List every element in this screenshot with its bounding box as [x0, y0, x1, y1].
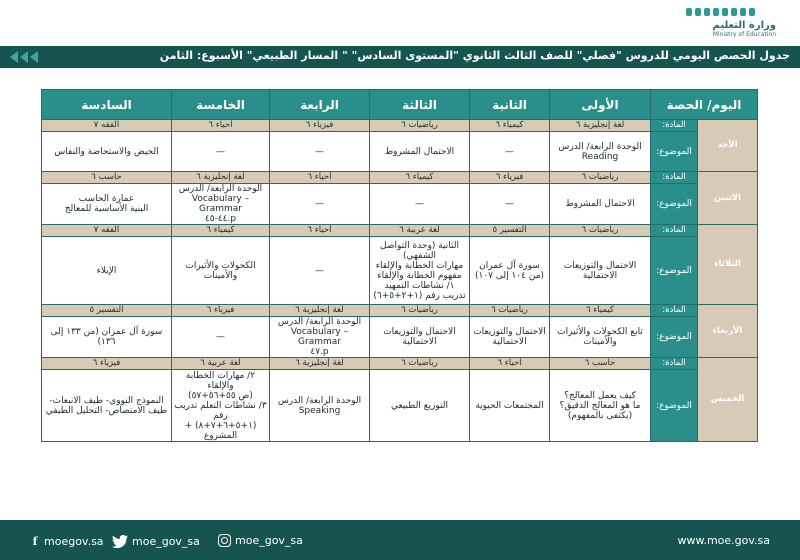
subject-cell: الفقه ٧: [42, 120, 172, 132]
title-banner: [0, 46, 800, 68]
topic-cell: —: [470, 184, 550, 225]
topic-cell: الاحتمال المشروط: [550, 184, 651, 225]
page-title: جدول الحصص اليومي للدروس "فصلي" للصف الثالث الثانوي "المستوى السادس" " المسار الطبيعي" الأسبوع: الثامن: [159, 49, 790, 62]
subject-cell: الفقه ٧: [42, 225, 172, 237]
topic-cell: الوحدة الرابعة/ الدرس Reading: [550, 132, 651, 172]
instagram-handle: moe_gov_sa: [235, 534, 303, 547]
logo-english-text: Ministry of Education: [712, 31, 776, 38]
topic-cell: —: [172, 132, 270, 172]
subject-cell: لغة إنجليزية ٦: [270, 358, 370, 370]
day-name: الخميس: [698, 358, 758, 442]
topic-label: الموضوع:: [651, 132, 698, 172]
subject-cell: لغة إنجليزية ٦: [550, 120, 651, 132]
subject-label: المادة:: [651, 172, 698, 184]
topic-cell: الوحدة الرابعة/ الدرس Vocabulary – Grammar p.٤٤-٤٥: [172, 184, 270, 225]
topic-cell: —: [470, 132, 550, 172]
topic-cell: الوحدة الرابعة/ الدرس Vocabulary – Grammar p.٤٧: [270, 317, 370, 358]
header-row: [42, 90, 758, 120]
topic-cell: ٢/ مهارات الخطابة والإلقاء (ص ٥٥+٥٦+٥٧) ٣/ نشاطات التعلم تدريب رقم (١+٥+٦+٧+٨) + المشروع: [172, 370, 270, 442]
topic-cell: الاحتمال والتوزيعات الاحتمالية: [550, 237, 651, 305]
topic-cell: كيف يعمل المعالج؟ ما هو المعالج الدقيق؟ (يكتفى بالمفهوم): [550, 370, 651, 442]
footer: [0, 520, 800, 560]
period-header: السادسة: [42, 90, 172, 120]
period-header: الثالثة: [370, 90, 470, 120]
facebook-icon: f: [32, 534, 38, 548]
subject-cell: رياضيات ٦: [370, 120, 470, 132]
topic-cell: —: [172, 317, 270, 358]
subject-cell: فيزياء ٦: [270, 120, 370, 132]
website-link[interactable]: www.moe.gov.sa: [677, 534, 770, 547]
twitter-handle: moe_gov_sa: [132, 534, 200, 548]
period-header: الأولى: [550, 90, 651, 120]
subject-cell: فيزياء ٦: [470, 172, 550, 184]
topic-cell: —: [370, 184, 470, 225]
day-name: الاثنين: [698, 172, 758, 225]
subject-row: [42, 358, 758, 370]
topic-cell: —: [270, 237, 370, 305]
topic-cell: الإيلاء: [42, 237, 172, 305]
subject-cell: أحياء ٦: [270, 172, 370, 184]
subject-cell: كيمياء ٦: [470, 120, 550, 132]
day-name: الأربعاء: [698, 305, 758, 358]
topic-cell: الثانية (وحدة التواصل الشفهي) مهارات الخطابة والإلقاء مفهوم الخطابة والإلقاء ١/ نشاطات التمهيد تدريب رقم (١+٢+٥+٦): [370, 237, 470, 305]
subject-label: المادة:: [651, 120, 698, 132]
subject-cell: أحياء ٦: [172, 120, 270, 132]
day-name: الثلاثاء: [698, 225, 758, 305]
logo-mark-icon: [686, 8, 776, 16]
day-name: الأحد: [698, 120, 758, 172]
ministry-logo: [686, 8, 776, 48]
logo-arabic-text: وزارة التعليم: [712, 20, 776, 31]
facebook-link[interactable]: [30, 534, 104, 548]
subject-cell: لغة عربية ٦: [370, 225, 470, 237]
subject-cell: رياضيات ٦: [370, 305, 470, 317]
banner-arrows-icon: [10, 51, 38, 63]
twitter-link[interactable]: [112, 534, 200, 548]
subject-label: المادة:: [651, 225, 698, 237]
subject-cell: رياضيات ٦: [550, 172, 651, 184]
topic-cell: الاحتمال والتوزيعات الاحتمالية: [470, 317, 550, 358]
topic-cell: عمارة الحاسب البنية الأساسية للمعالج: [42, 184, 172, 225]
subject-cell: فيزياء ٦: [42, 358, 172, 370]
topic-cell: سورة آل عمران (من ١٠٤ إلى ١٠٧): [470, 237, 550, 305]
topic-label: الموضوع:: [651, 237, 698, 305]
subject-cell: رياضيات ٦: [550, 225, 651, 237]
subject-cell: كيمياء ٦: [370, 172, 470, 184]
topic-row: [42, 184, 758, 225]
topic-row: [42, 237, 758, 305]
topic-cell: —: [270, 132, 370, 172]
subject-cell: لغة عربية ٦: [172, 358, 270, 370]
period-header: الرابعة: [270, 90, 370, 120]
schedule-table: [41, 89, 758, 442]
subject-cell: كيمياء ٦: [550, 305, 651, 317]
instagram-icon: [218, 534, 231, 547]
period-header: الثانية: [470, 90, 550, 120]
topic-cell: سورة آل عمران (من ١٣٣ إلى ١٣٦): [42, 317, 172, 358]
subject-row: [42, 225, 758, 237]
subject-label: المادة:: [651, 305, 698, 317]
topic-label: الموضوع:: [651, 184, 698, 225]
topic-cell: التوزيع الطبيعي: [370, 370, 470, 442]
subject-row: [42, 120, 758, 132]
corner-header: اليوم/ الحصة: [651, 90, 758, 120]
subject-row: [42, 172, 758, 184]
subject-cell: كيمياء ٦: [172, 225, 270, 237]
topic-row: [42, 132, 758, 172]
topic-cell: تابع الكحولات والأثيرات والأمينات: [550, 317, 651, 358]
topic-cell: المجتمعات الحيوية: [470, 370, 550, 442]
subject-row: [42, 305, 758, 317]
facebook-handle: moegov.sa: [44, 534, 104, 548]
topic-row: [42, 317, 758, 358]
subject-cell: فيزياء ٦: [172, 305, 270, 317]
twitter-icon: [112, 534, 128, 548]
subject-cell: أحياء ٦: [470, 358, 550, 370]
topic-cell: الاحتمال المشروط: [370, 132, 470, 172]
subject-cell: رياضيات ٦: [470, 305, 550, 317]
subject-cell: حاسب ٦: [550, 358, 651, 370]
topic-cell: —: [270, 184, 370, 225]
subject-label: المادة:: [651, 358, 698, 370]
subject-cell: التفسير ٥: [470, 225, 550, 237]
subject-cell: أحياء ٦: [270, 225, 370, 237]
topic-label: الموضوع:: [651, 370, 698, 442]
topic-cell: الوحدة الرابعة/ الدرس Speaking: [270, 370, 370, 442]
subject-cell: التفسير ٥: [42, 305, 172, 317]
topic-row: [42, 370, 758, 442]
topic-cell: النموذج النووي- طيف الانبعاث- طيف الامتصاص- التحليل الطيفي: [42, 370, 172, 442]
topic-cell: الاحتمال والتوزيعات الاحتمالية: [370, 317, 470, 358]
period-header: الخامسة: [172, 90, 270, 120]
subject-cell: لغة إنجليزية ٦: [270, 305, 370, 317]
subject-cell: حاسب ٦: [42, 172, 172, 184]
topic-cell: الكحولات والأثيرات والأمينات: [172, 237, 270, 305]
topic-cell: الحيض والاستحاضة والنفاس: [42, 132, 172, 172]
topic-label: الموضوع:: [651, 317, 698, 358]
subject-cell: رياضيات ٦: [370, 358, 470, 370]
subject-cell: لغة إنجليزية ٦: [172, 172, 270, 184]
instagram-link[interactable]: [218, 534, 303, 547]
